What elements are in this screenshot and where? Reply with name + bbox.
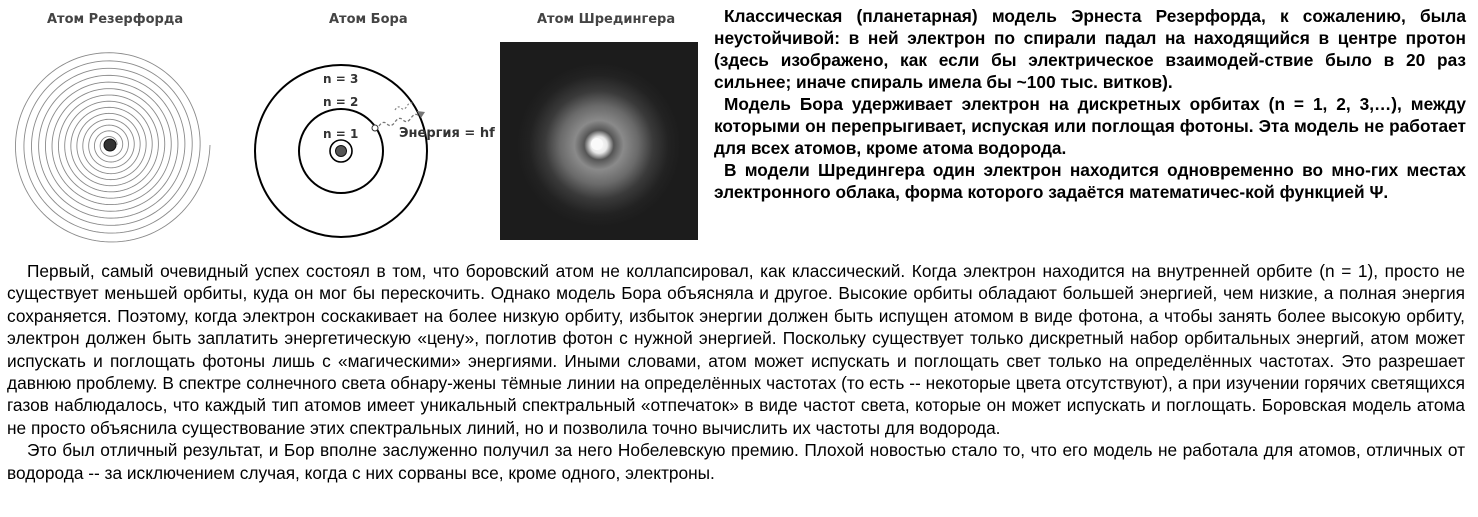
caption-paragraph-bohr: Модель Бора удерживает электрон на дискретных орбитах (n = 1, 2, 3,…), между которыми он перепрыгивает, испуская или поглощая фотоны. Эта модель не работает для всех атомов, кроме атома водорода. [714,94,1466,158]
photon-wave [379,114,419,126]
orbit-label-n2: n = 2 [323,95,359,109]
schrodinger-cloud-diagram [495,0,705,240]
electron [372,125,378,131]
nucleus-glow [591,138,603,150]
body-paragraph-1: Первый, самый очевидный успех состоял в том, что боровский атом не коллапсировал, как классический. Когда электрон находится на внутренней орбите (n = 1), просто не существует меньшей орбиты, куда он мог бы перескочить. Однако модель Бора объясняла и другое. Высокие орбиты обладают большей энергией, чем низкие, а полная энергия сохраняется. Поэтому, когда электрон соскакивает на более низкую орбиту, избыток энергии должен быть испущен атомом в виде фотона, а чтобы занять более высокую орбиту, электрон должен быть заплатить энергетическую «цену», поглотив фотон с нужной энергией. Поскольку существует только дискретный набор орбитальных энергий, атом может испускать и поглощать фотоны лишь с «магическими» энергиями. Иными словами, атом может испускать и поглощать свет только на определённых частотах. Это разрешает давнюю проблему. В спектре солнечного света обнару-жены тёмные линии на определённых частотах (то есть -- некоторые цвета отсутствуют), а при изучении горячих светящихся газов наблюдалось, что каждый тип атомов имеет уникальный спектральный «отпечаток» в виде частот света, которые он может испускать и поглощать. Боровская модель атома не просто объяснила существование этих спектральных линий, но и позволила точно вычислить их частоты для водорода. [7,261,1465,438]
rutherford-title: Атом Резерфорда [47,12,184,27]
energy-label: Энергия = hf [399,126,495,141]
orbit-label-n1: n = 1 [323,127,359,141]
orbit-label-n3: n = 3 [323,72,359,86]
body-paragraph-2: Это был отличный результат, и Бор вполне заслуженно получил за него Нобелевскую премию. Плохой новостью стало то, что его модель не работала для атомов, отличных от водорода -- за исключением случая, когда с них сорваны все, кроме одного, электроны. [7,440,1465,483]
photon-wave-2 [395,103,413,110]
nucleus [336,146,347,157]
body-text [7,260,1465,484]
bohr-title: Атом Бора [329,12,408,27]
bohr-orbits-diagram [245,0,495,240]
schrodinger-title: Атом Шредингера [537,12,676,27]
rutherford-spiral-diagram [0,0,225,240]
rutherford-atom-figure [0,0,225,240]
nucleus [104,139,116,151]
figure-caption [714,5,1466,203]
schrodinger-atom-figure [495,0,705,240]
bohr-atom-figure [245,0,495,240]
caption-paragraph-schrodinger: В модели Шредингера один электрон находится одновременно во мно-гих местах электронного облака, форма которого задаётся математичес-кой функцией Ψ. [714,160,1466,202]
caption-paragraph-rutherford: Классическая (планетарная) модель Эрнеста Резерфорда, к сожалению, была неустойчивой: в ней электрон по спирали падал на находящийся в центре протон (здесь изображено, как если бы электрическое взаимодей-ствие было в 20 раз сильнее; иначе спираль имела бы ~100 тыс. витков). [714,6,1466,92]
